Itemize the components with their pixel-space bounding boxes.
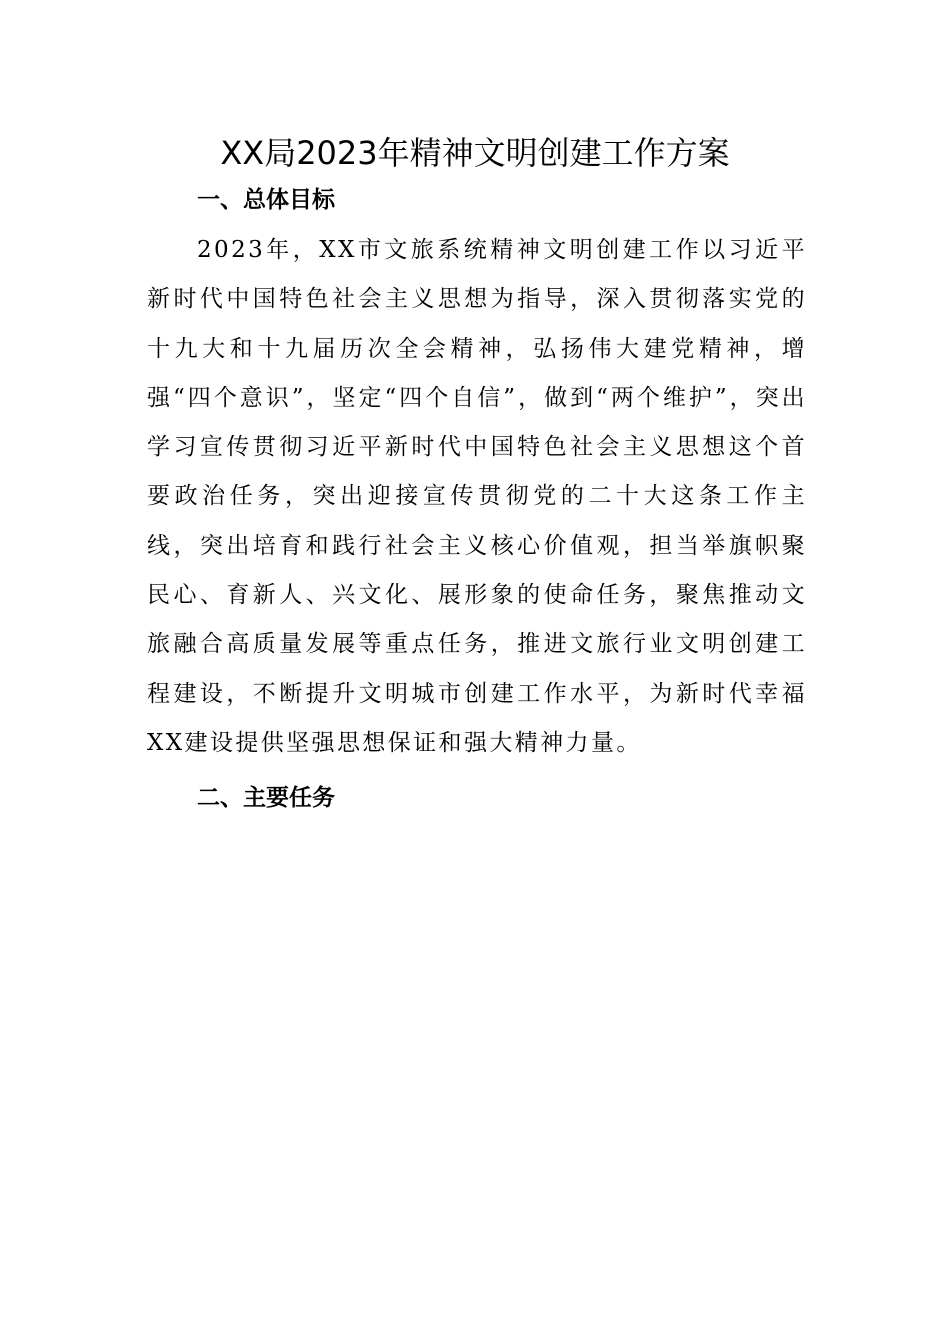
section-paragraph-overall-goal: 2023年，XX市文旅系统精神文明创建工作以习近平新时代中国特色社会主义思想为指导，深入贯彻落实党的十九大和十九届历次全会精神，弘扬伟大建党精神，增强“四个意识”，坚定“四个自信”，做到“两个维护”，突出学习宣传贯彻习近平新时代中国特色社会主义思想这个首要政治任务，突出迎接宣传贯彻党的二十大这条工作主线，突出培育和践行社会主义核心价值观，担当举旗帜聚民心、育新人、兴文化、展形象的使命任务，聚焦推动文旅融合高质量发展等重点任务，推进文旅行业文明创建工程建设，不断提升文明城市创建工作水平，为新时代幸福XX建设提供坚强思想保证和强大精神力量。 xyxy=(147,237,807,756)
section-heading-overall-goal: 一、总体目标 xyxy=(197,187,335,213)
section-heading-main-tasks: 二、主要任务 xyxy=(197,785,335,811)
document-title: XX局2023年精神文明创建工作方案 xyxy=(220,134,730,172)
